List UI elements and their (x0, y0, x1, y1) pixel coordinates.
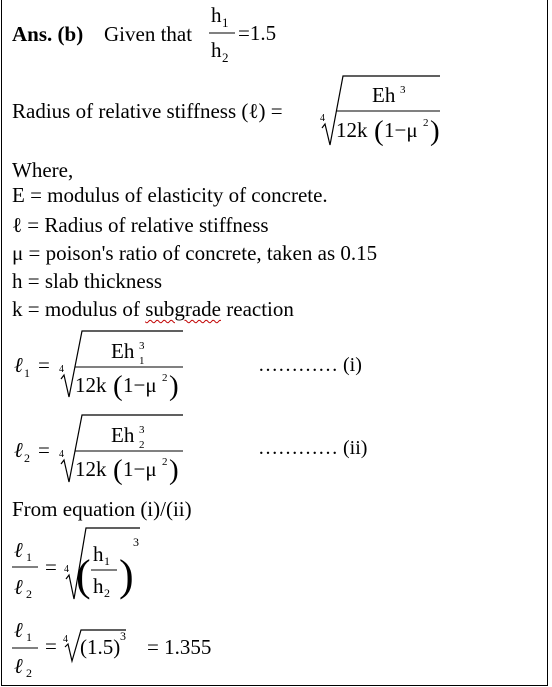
root-index: 4 (64, 564, 69, 575)
given-text: Given that (104, 22, 193, 46)
ratio-lhs-den-sub: 2 (26, 587, 32, 601)
eq1-lhs-sub: 1 (24, 366, 30, 380)
eq2-numerator-exp: 3 (139, 424, 145, 436)
eq1-denominator-pre: 12k (75, 373, 107, 397)
result-lhs-den: ℓ (14, 654, 23, 678)
given-ratio-denominator-sub: 2 (222, 50, 229, 65)
radius-formula-lhs: Radius of relative stiffness (ℓ) = (12, 99, 283, 123)
paren-open: ( (374, 115, 384, 147)
result-lhs-num: ℓ (14, 618, 23, 642)
given-ratio-value: =1.5 (238, 21, 277, 45)
ratio-lhs-den: ℓ (14, 575, 23, 599)
eq2-denominator-pre: 12k (75, 457, 107, 481)
ratio-exp: 3 (133, 535, 139, 549)
definition-k-underlined: subgrade (145, 297, 221, 321)
result-lhs-num-sub: 1 (26, 630, 32, 644)
eq1-lhs: ℓ (14, 353, 23, 377)
root-index: 4 (59, 364, 64, 375)
eq1-denominator-exp: 2 (162, 372, 168, 384)
paren-close: ) (169, 454, 179, 486)
eq1-numerator-exp: 3 (139, 340, 145, 352)
radius-formula (12, 76, 440, 147)
definition-k-suffix: reaction (221, 297, 294, 321)
paren-open: ( (113, 454, 123, 486)
eq1-numerator: Eh (111, 339, 135, 363)
eq1-numerator-sub: 1 (139, 355, 145, 367)
paren-close: ) (430, 115, 440, 147)
eq2-denominator-inner: 1−μ (123, 457, 157, 481)
definition-k-prefix: k = modulus of (12, 297, 146, 321)
definition-e: E = modulus of elasticity of concrete. (12, 183, 328, 207)
ratio-lhs-num: ℓ (14, 538, 23, 562)
equation-1 (14, 331, 362, 402)
equation-2 (14, 415, 367, 486)
eq2-equals: = (38, 438, 50, 462)
eq2-denominator-exp: 2 (162, 456, 168, 468)
ratio-inner-num-sub: 1 (104, 554, 110, 568)
ratio-inner-den: h (93, 574, 104, 598)
definition-h: h = slab thickness (12, 269, 163, 293)
root-index: 4 (320, 113, 325, 124)
eq2-numerator-sub: 2 (139, 439, 145, 451)
eq1-denominator-inner: 1−μ (123, 373, 157, 397)
paren-close: ) (119, 551, 134, 600)
radius-formula-denominator-exp: 2 (423, 117, 429, 129)
root-index: 4 (63, 634, 68, 645)
definition-l: ℓ = Radius of relative stiffness (12, 213, 269, 237)
eq2-numerator: Eh (111, 423, 135, 447)
result-equals: = (45, 634, 57, 658)
eq2-lhs: ℓ (14, 438, 23, 462)
radius-formula-numerator-exp: 3 (400, 84, 406, 96)
given-ratio-numerator-sub: 1 (222, 15, 229, 30)
result-radicand: (1.5) (80, 635, 121, 659)
result-equation (12, 618, 211, 680)
given-ratio-denominator: h (211, 38, 222, 62)
result-exp: 3 (120, 629, 126, 643)
paren-open: ( (113, 370, 123, 402)
eq1-equals: = (38, 353, 50, 377)
result-lhs-den-sub: 2 (26, 666, 32, 680)
answer-label: Ans. (b) (12, 22, 84, 46)
ratio-inner-num: h (93, 542, 104, 566)
given-ratio (209, 3, 276, 65)
ratio-equation (12, 528, 140, 601)
eq2-tag: ………… (ii) (258, 437, 368, 459)
ratio-inner-den-sub: 2 (104, 586, 110, 600)
root-index: 4 (59, 449, 64, 460)
result-value: = 1.355 (147, 635, 212, 659)
ratio-lhs-num-sub: 1 (26, 550, 32, 564)
radius-formula-denominator-inner: 1−μ (384, 118, 418, 142)
radius-formula-numerator: Eh (372, 83, 396, 107)
eq1-tag: ………… (i) (258, 354, 362, 376)
eq2-lhs-sub: 2 (24, 451, 30, 465)
radius-formula-denominator-pre: 12k (336, 118, 368, 142)
definition-mu: μ = poison's ratio of concrete, taken as 0.15 (12, 241, 378, 265)
given-ratio-numerator: h (211, 3, 222, 27)
definition-k (12, 297, 294, 321)
ratio-equals: = (45, 555, 57, 579)
paren-open: ( (76, 551, 91, 600)
from-equation-text: From equation (i)/(ii) (12, 497, 192, 521)
definitions-heading: Where, (12, 158, 74, 182)
paren-close: ) (169, 370, 179, 402)
